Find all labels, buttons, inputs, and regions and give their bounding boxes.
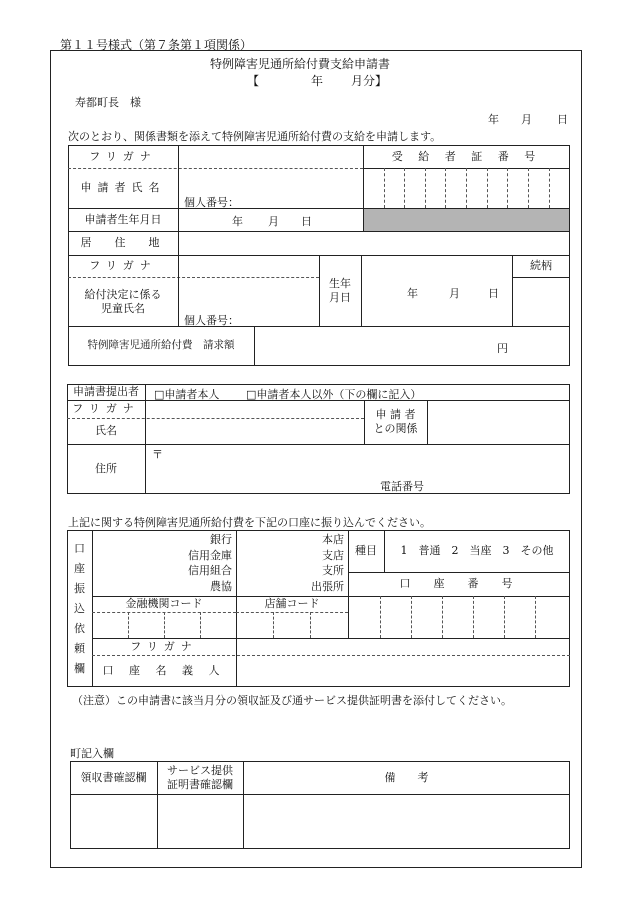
bank-side-label xyxy=(67,530,92,687)
intro-text: 次のとおり、関係書類を添えて特例障害児通所給付費の支給を申請します。 xyxy=(68,130,442,143)
option-self[interactable]: □申請者本人 xyxy=(154,388,220,401)
child-furigana-label: フリガナ xyxy=(89,259,157,273)
bank-side-char: 込 xyxy=(74,601,85,615)
child-name-label xyxy=(68,277,178,326)
child-birth-year: 年 xyxy=(407,287,418,300)
transfer-intro: 上記に関する特例障害児通所給付費を下記の口座に振り込んでください。 xyxy=(68,516,431,529)
relation-to-applicant-line2: との関係 xyxy=(373,422,418,435)
holder-furigana-label: フリガナ xyxy=(130,639,198,653)
child-birth-day: 日 xyxy=(488,287,499,300)
account-holder-label: 口 座 名 義 人 xyxy=(102,664,226,678)
note-text: （注意）この申請書に該当月分の領収証及び通サービス提供証明書を添付してください。 xyxy=(72,694,512,707)
branch-type-list xyxy=(280,532,344,594)
applicant-birth-day: 日 xyxy=(301,215,312,228)
relation-label: 続柄 xyxy=(530,259,552,273)
child-name-label-line2: 児童氏名 xyxy=(101,301,145,315)
bank-side-char: 欄 xyxy=(74,661,85,675)
child-name-label-line1: 給付決定に係る xyxy=(84,287,162,301)
bank-side-char: 頼 xyxy=(74,641,85,655)
date-year: 年 xyxy=(488,113,499,126)
bank-side-char: 依 xyxy=(74,621,85,635)
form-title: 特例障害児通所給付費支給申請書 xyxy=(210,57,391,71)
period-year: 年 xyxy=(311,74,324,88)
applicant-birth-month: 月 xyxy=(268,215,279,228)
period-month: 月分】 xyxy=(351,74,388,88)
applicant-furigana-label: フリガナ xyxy=(89,149,157,163)
applicant-name-label: 申請者氏名 xyxy=(80,181,166,195)
addressee: 寿都町長 様 xyxy=(75,96,141,109)
account-number-label: 口 座 番 号 xyxy=(399,577,519,591)
period-open: 【 xyxy=(247,74,260,88)
relation-to-applicant-line1: 申 請 者 xyxy=(375,408,416,422)
option-other[interactable]: □申請者本人以外（下の欄に記入） xyxy=(246,388,422,401)
submitter-furigana-label: フリガナ xyxy=(72,402,140,416)
date-day: 日 xyxy=(557,113,568,126)
account-type-options[interactable]: 1 普通 2 当座 3 その他 xyxy=(400,544,554,558)
applicant-personal-number-label: 個人番号： xyxy=(184,196,239,209)
phone-label: 電話番号 xyxy=(380,480,424,493)
bank-type: 銀行 xyxy=(210,533,232,546)
bank-type: 農協 xyxy=(210,579,232,593)
recipient-number-label: 受 給 者 証 番 号 xyxy=(391,149,542,163)
bank-type-list xyxy=(150,532,232,594)
receipt-check-label: 領収書確認欄 xyxy=(80,770,147,784)
bank-type: 信用金庫 xyxy=(188,548,232,562)
office-section-label: 町記入欄 xyxy=(70,747,114,760)
service-check-line2: 証明書確認欄 xyxy=(167,777,233,791)
applicant-birthdate-label: 申請者生年月日 xyxy=(84,212,162,226)
branch-type: 支所 xyxy=(322,564,344,577)
child-birth-month: 月 xyxy=(449,287,460,300)
bank-type: 信用組合 xyxy=(188,564,232,577)
account-type-label: 種目 xyxy=(355,544,377,558)
shaded-cell xyxy=(364,209,569,231)
submitter-name-label: 氏名 xyxy=(95,424,117,438)
child-birth-label-line1: 生年 xyxy=(329,276,351,290)
submitter-label: 申請書提出者 xyxy=(73,385,139,399)
child-birth-label xyxy=(319,255,361,326)
claim-label: 特例障害児通所給付費 請求額 xyxy=(87,339,235,352)
bank-side-char: 座 xyxy=(74,561,85,575)
applicant-birth-year: 年 xyxy=(232,215,243,228)
submitter-address-label: 住所 xyxy=(95,462,117,476)
bank-side-char: 口 xyxy=(74,541,85,555)
postal-mark: 〒 xyxy=(152,448,163,461)
date-month: 月 xyxy=(521,113,532,126)
branch-type: 支店 xyxy=(322,548,344,562)
child-personal-number-label: 個人番号： xyxy=(184,314,239,327)
relation-to-applicant-label xyxy=(364,400,427,444)
bank-side-char: 振 xyxy=(74,581,85,595)
claim-unit: 円 xyxy=(497,342,508,355)
child-birth-label-line2: 月日 xyxy=(329,290,351,304)
branch-code-label: 店舗コード xyxy=(264,597,320,611)
institution-code-label: 金融機関コード xyxy=(125,597,203,611)
branch-type: 出張所 xyxy=(311,579,344,593)
branch-type: 本店 xyxy=(322,533,344,546)
service-check-line1: サービス提供 xyxy=(167,763,233,777)
form-number: 第１１号様式（第７条第１項関係） xyxy=(60,38,253,52)
address-label: 居 住 地 xyxy=(80,236,166,250)
remarks-label: 備 考 xyxy=(384,770,429,784)
service-check-label xyxy=(157,761,243,794)
